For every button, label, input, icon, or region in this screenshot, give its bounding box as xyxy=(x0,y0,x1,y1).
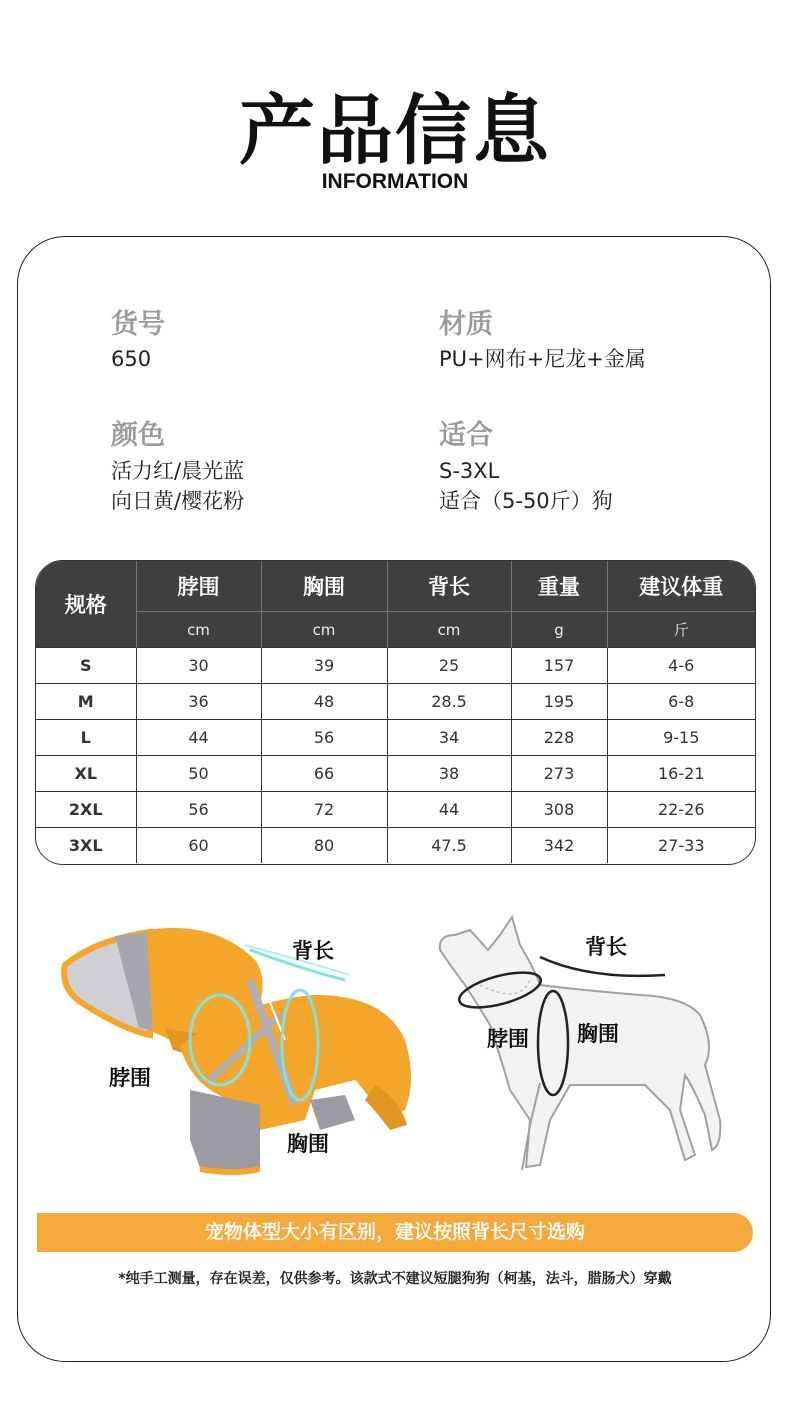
table-cell: 80 xyxy=(261,828,387,864)
material-label: 材质 xyxy=(439,309,493,340)
table-row xyxy=(36,792,755,828)
material-value: PU+网布+尼龙+金属 xyxy=(439,347,646,371)
left-back-length-label: 背长 xyxy=(292,939,334,963)
table-cell: 44 xyxy=(136,720,261,756)
right-neck-label: 脖围 xyxy=(487,1027,529,1051)
table-cell: 9-15 xyxy=(607,720,755,756)
table-row xyxy=(36,720,755,756)
table-cell: 2XL xyxy=(36,792,136,828)
page-subtitle: INFORMATION xyxy=(321,170,469,193)
table-cell: 47.5 xyxy=(387,828,511,864)
table-cell: 38 xyxy=(387,756,511,792)
header-chest: 胸围 xyxy=(261,561,387,612)
table-cell: 228 xyxy=(511,720,607,756)
item-no-label: 货号 xyxy=(111,309,165,340)
table-cell: L xyxy=(36,720,136,756)
item-no-value: 650 xyxy=(111,347,152,371)
size-table xyxy=(35,560,756,865)
table-cell: 6-8 xyxy=(607,684,755,720)
unit-weight: g xyxy=(511,612,607,648)
table-cell: 60 xyxy=(136,828,261,864)
table-cell: 4-6 xyxy=(607,648,755,684)
table-cell: 342 xyxy=(511,828,607,864)
unit-back-length: cm xyxy=(387,612,511,648)
right-chest-label: 胸围 xyxy=(577,1022,619,1046)
table-cell: 157 xyxy=(511,648,607,684)
table-cell: 36 xyxy=(136,684,261,720)
table-cell: 56 xyxy=(261,720,387,756)
table-cell: S xyxy=(36,648,136,684)
header-recommended-weight: 建议体重 xyxy=(607,561,755,612)
color-label: 颜色 xyxy=(111,420,165,451)
table-cell: 27-33 xyxy=(607,828,755,864)
table-cell: 39 xyxy=(261,648,387,684)
unit-chest: cm xyxy=(261,612,387,648)
table-row xyxy=(36,648,755,684)
unit-neck: cm xyxy=(136,612,261,648)
table-cell: 56 xyxy=(136,792,261,828)
unit-recommended-weight: 斤 xyxy=(607,612,755,648)
header-neck: 脖围 xyxy=(136,561,261,612)
table-cell: XL xyxy=(36,756,136,792)
table-cell: 273 xyxy=(511,756,607,792)
table-cell: M xyxy=(36,684,136,720)
table-cell: 3XL xyxy=(36,828,136,864)
table-row xyxy=(36,756,755,792)
table-cell: 308 xyxy=(511,792,607,828)
table-row xyxy=(36,828,755,864)
left-neck-label: 脖围 xyxy=(109,1066,151,1090)
table-cell: 72 xyxy=(261,792,387,828)
table-cell: 66 xyxy=(261,756,387,792)
fit-line-1: S-3XL xyxy=(439,459,500,483)
header-back-length: 背长 xyxy=(387,561,511,612)
measurement-note: *纯手工测量，存在误差，仅供参考。该款式不建议短腿狗狗（柯基，法斗，腊肠犬）穿戴 xyxy=(118,1271,672,1287)
table-cell: 25 xyxy=(387,648,511,684)
table-cell: 48 xyxy=(261,684,387,720)
table-cell: 195 xyxy=(511,684,607,720)
size-advice-banner: 宠物体型大小有区别，建议按照背长尺寸选购 xyxy=(37,1213,753,1252)
header-size: 规格 xyxy=(36,561,136,648)
table-cell: 28.5 xyxy=(387,684,511,720)
header-weight: 重量 xyxy=(511,561,607,612)
color-line-1: 活力红/晨光蓝 xyxy=(111,459,245,483)
left-chest-label: 胸围 xyxy=(287,1132,329,1156)
fit-line-2: 适合（5-50斤）狗 xyxy=(439,489,613,513)
table-cell: 50 xyxy=(136,756,261,792)
fit-label: 适合 xyxy=(439,420,493,451)
table-cell: 16-21 xyxy=(607,756,755,792)
raincoat-illustration xyxy=(55,920,425,1180)
table-row xyxy=(36,684,755,720)
page-title: 产品信息 xyxy=(239,86,551,175)
table-cell: 22-26 xyxy=(607,792,755,828)
table-cell: 44 xyxy=(387,792,511,828)
color-line-2: 向日黄/樱花粉 xyxy=(111,489,245,513)
table-cell: 34 xyxy=(387,720,511,756)
right-back-length-label: 背长 xyxy=(585,935,627,959)
table-cell: 30 xyxy=(136,648,261,684)
